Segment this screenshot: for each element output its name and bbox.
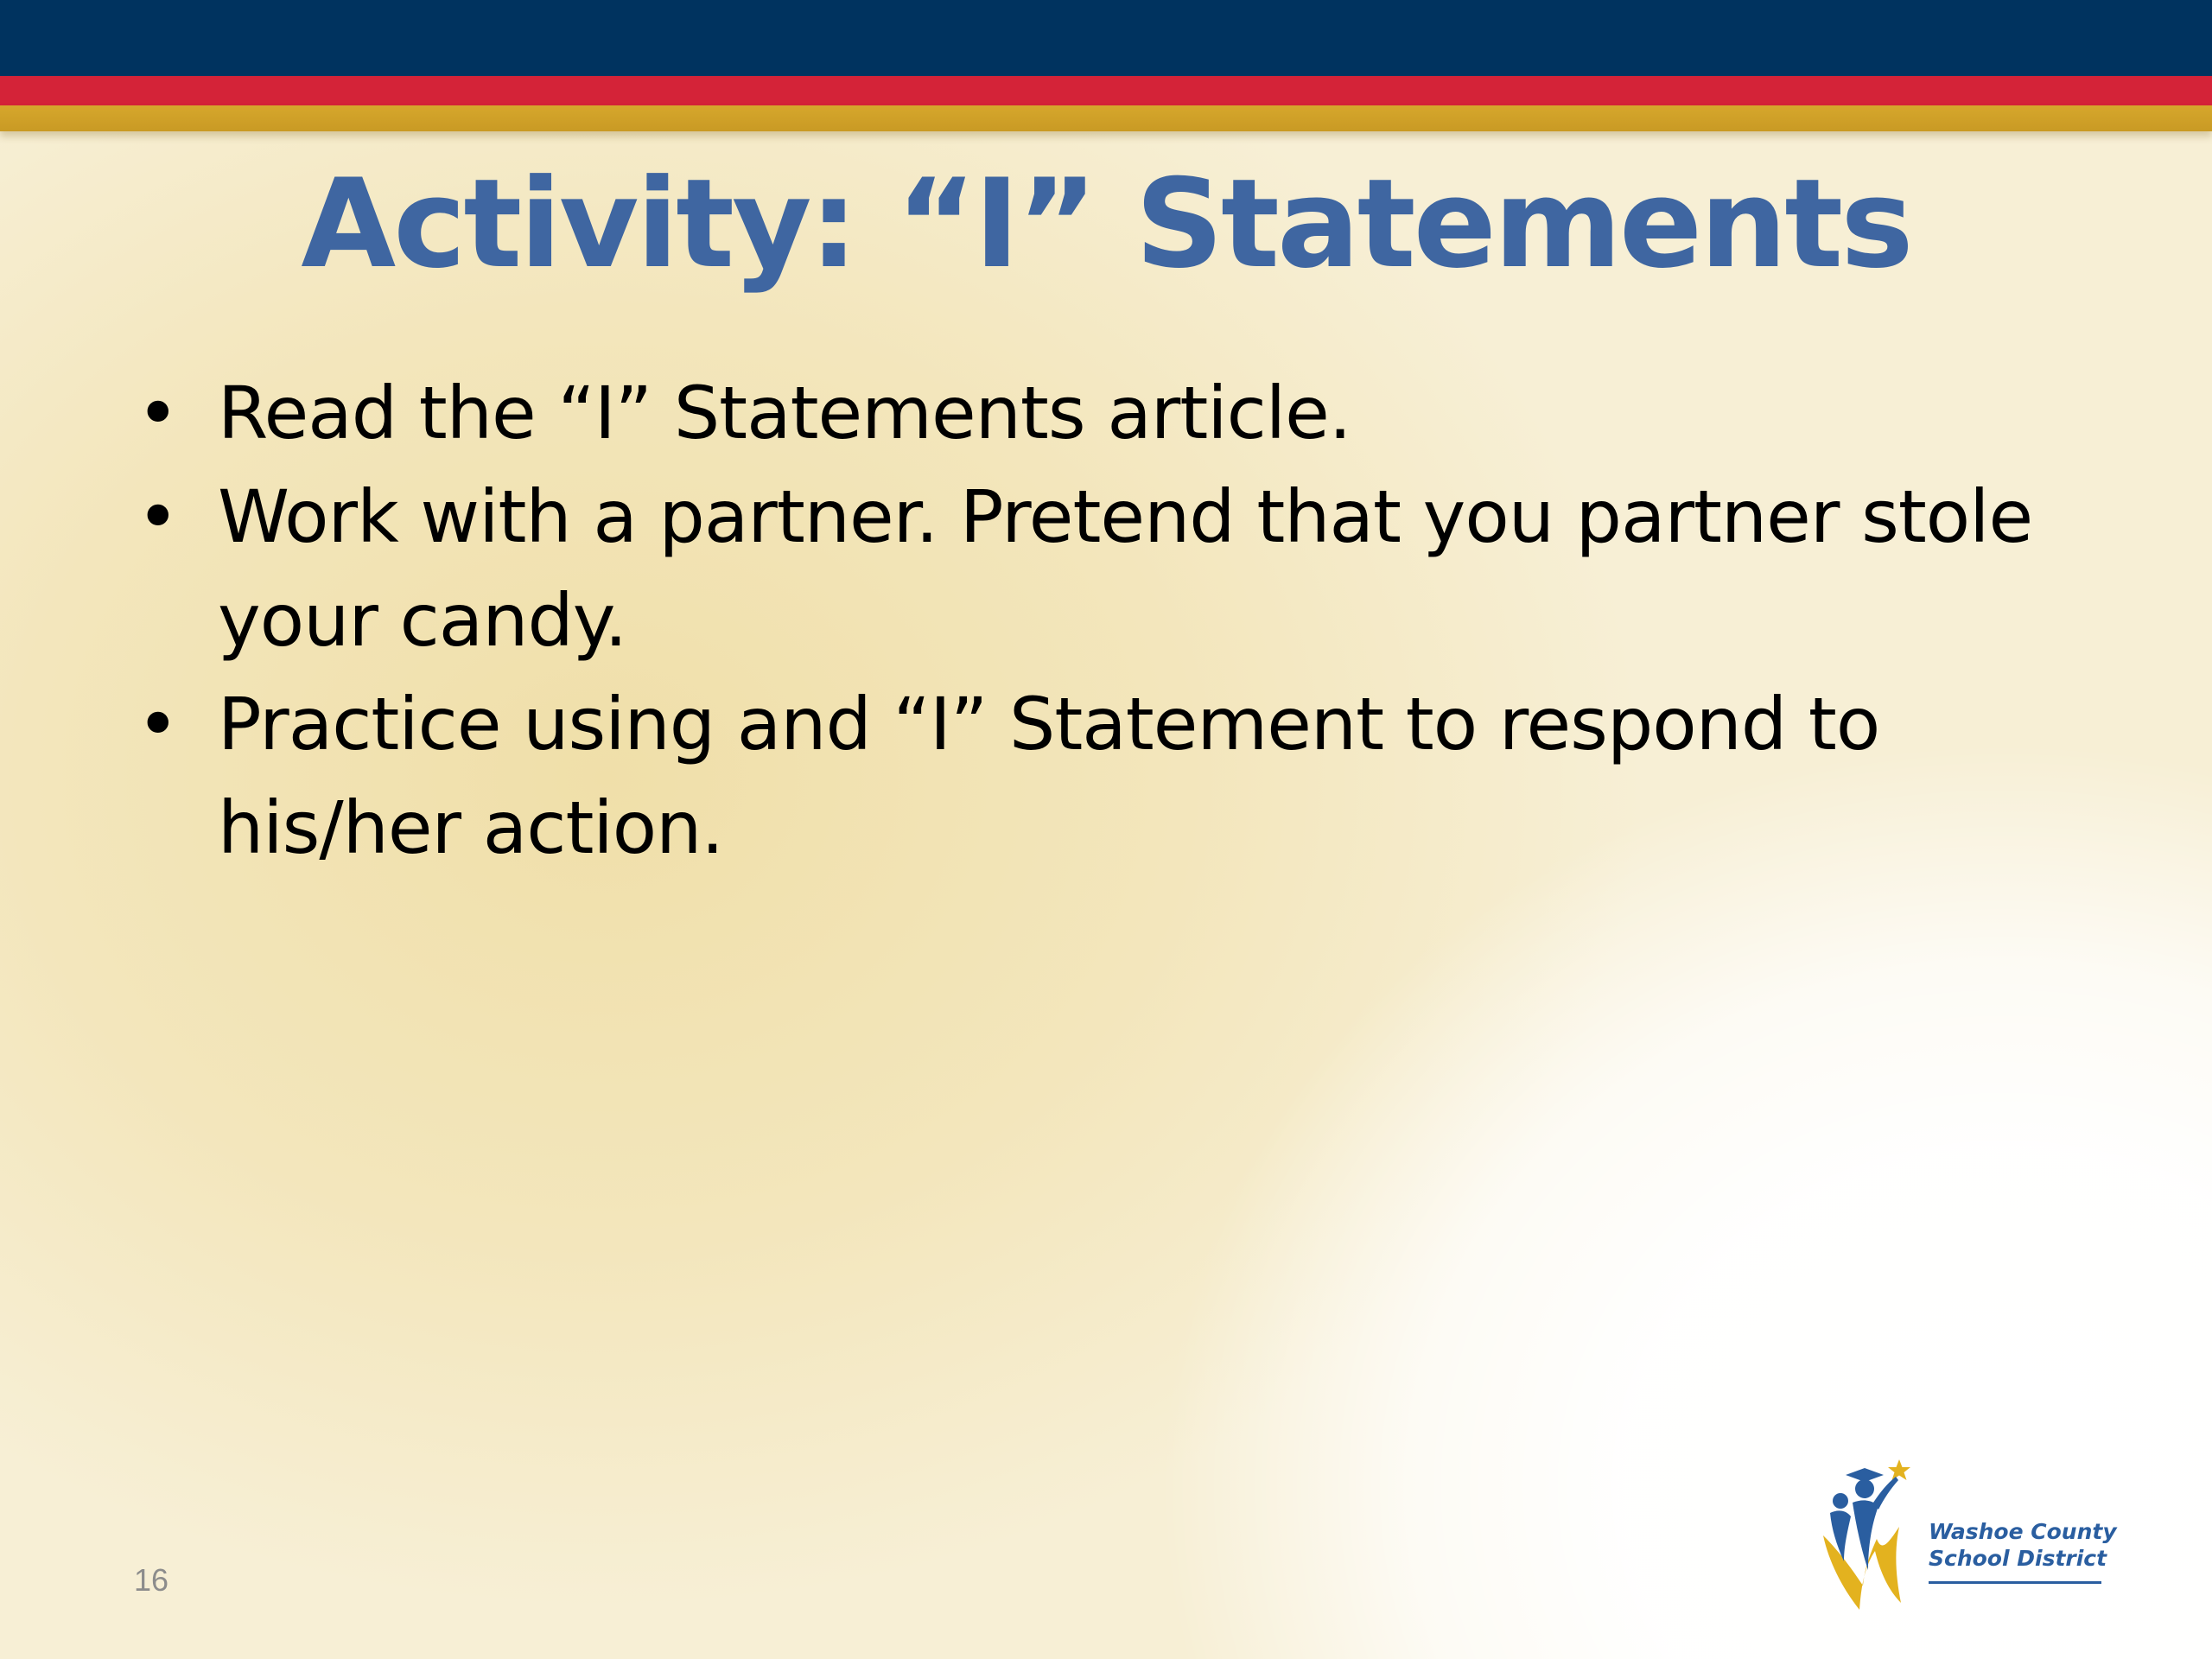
bullet-text: Practice using and “I” Statement to respond to his/her action.: [218, 682, 1880, 870]
logo-text: [1929, 1518, 2117, 1572]
bullet-dot-icon: •: [137, 682, 179, 766]
bullet-list: [130, 361, 2074, 880]
wcsd-logo-mark-icon: [1815, 1456, 1944, 1611]
bullet-dot-icon: •: [137, 474, 179, 559]
header-band-navy: [0, 0, 2212, 76]
logo-underline: [1929, 1581, 2101, 1584]
bullet-text: Read the “I” Statements article.: [218, 371, 1351, 455]
bullet-item: [130, 361, 2074, 465]
header-band-gold: [0, 105, 2212, 131]
logo-line-1: Washoe County: [1929, 1519, 2117, 1544]
header-band-red: [0, 76, 2212, 105]
bullet-text: Work with a partner. Pretend that you partner stole your candy.: [218, 474, 2033, 663]
bullet-item: [130, 672, 2074, 880]
bullet-dot-icon: •: [137, 371, 179, 455]
wcsd-logo: [1815, 1456, 2117, 1611]
logo-line-2: School District: [1929, 1546, 2107, 1571]
page-number: 16: [134, 1562, 169, 1598]
slide-title: Activity: “I” Statements: [301, 153, 1911, 296]
bullet-item: [130, 465, 2074, 672]
